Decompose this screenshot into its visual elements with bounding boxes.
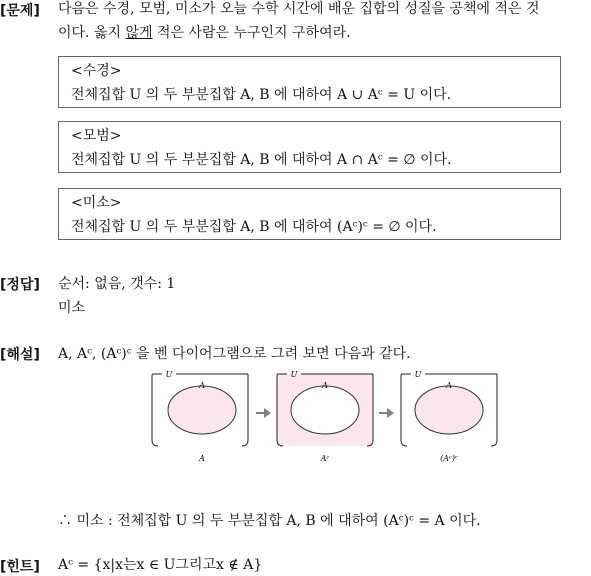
venn-diagram-a-complement (277, 370, 373, 463)
statement-box-mobeom (58, 121, 561, 173)
answer-label: [정답] (0, 277, 40, 293)
problem-line-2: 이다. 옳지 않게 적은 사람은 누구인지 구하여라. (58, 25, 351, 41)
set-a-label: A (322, 381, 328, 390)
venn-diagram-a (152, 370, 248, 463)
set-a-label: A (199, 381, 205, 390)
explanation-line-1: A, Aᶜ, (Aᶜ)ᶜ 을 벤 다이어그램으로 그려 보면 다음과 같다. (58, 346, 411, 362)
universal-set-label: U (290, 370, 298, 379)
set-a-label: A (446, 381, 452, 390)
explanation-label: [해설] (0, 347, 40, 363)
statement-box-miso (58, 188, 561, 240)
right-arrow-icon (256, 408, 271, 418)
statement-title: <모범> (71, 128, 122, 144)
right-arrow-icon (379, 408, 394, 418)
answer-line-1: 순서: 없음, 갯수: 1 (58, 276, 176, 292)
set-a-circle (168, 386, 236, 434)
set-a-circle (415, 386, 483, 434)
statement-title: <미소> (71, 195, 122, 211)
problem-line-1: 다음은 수경, 모범, 미소가 오늘 수학 시간에 배운 집합의 성질을 공책에 적은 것 (58, 1, 540, 17)
diagram-caption: A (199, 454, 205, 463)
answer-line-2: 미소 (58, 300, 86, 316)
explanation-conclusion: ∴ 미소 : 전체집합 U 의 두 부분집합 A, B 에 대하여 (Aᶜ)ᶜ = A 이다. (58, 513, 481, 529)
diagram-caption: Aᶜ (320, 454, 330, 463)
statement-title: <수경> (71, 63, 122, 79)
underlined-word: 않게 (125, 25, 153, 41)
statement-body: 전체집합 U 의 두 부분집합 A, B 에 대하여 (Aᶜ)ᶜ = ∅ 이다. (71, 219, 437, 235)
venn-diagram-double-complement (401, 370, 497, 463)
hint-label: [힌트] (0, 559, 40, 575)
hint-text: Aᶜ = {x|x는x ∈ U그리고x ∉ A} (58, 557, 263, 573)
statement-body: 전체집합 U 의 두 부분집합 A, B 에 대하여 A ∩ Aᶜ = ∅ 이다. (71, 152, 452, 168)
diagram-caption: (Aᶜ)ᶜ (440, 454, 458, 463)
venn-diagram-sequence (140, 366, 520, 470)
problem-label: [문제] (0, 3, 40, 19)
universal-set-label: U (414, 370, 422, 379)
set-a-circle (291, 386, 359, 434)
universal-set-label: U (165, 370, 173, 379)
statement-body: 전체집합 U 의 두 부분집합 A, B 에 대하여 A ∪ Aᶜ = U 이다. (71, 87, 452, 103)
statement-box-sugyeong (58, 56, 561, 108)
